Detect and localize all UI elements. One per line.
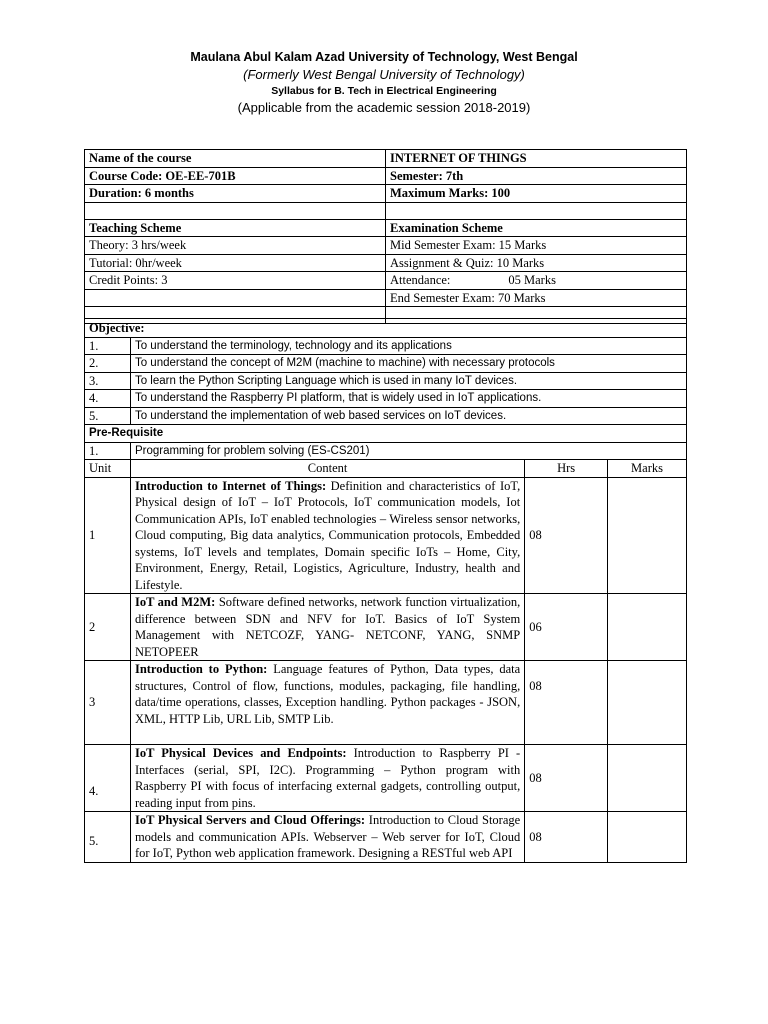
unit-title: Introduction to Internet of Things: (134, 478, 327, 493)
unit-body: Introduction to Raspberry PI - Interfaces (serial, SPI, I2C). Programming – Python program with Raspberry PI with focus of interfacing external gadgets, controlling output, reading input from pins. (134, 746, 521, 810)
spacer-cell (85, 202, 386, 219)
unit-hours: 08 (525, 745, 608, 812)
objective-item: To understand the terminology, technology and its applications (130, 337, 686, 355)
unit-title: IoT Physical Servers and Cloud Offerings: (134, 813, 366, 827)
spacer-cell (85, 289, 386, 307)
syllabus-title: Syllabus for B. Tech in Electrical Engineering (271, 85, 497, 97)
mid-sem-exam: Mid Semester Exam: 15 Marks (386, 237, 687, 255)
unit-marks (608, 661, 687, 745)
unit-row (85, 745, 687, 812)
formerly-line: (Formerly West Bengal University of Technology) (243, 67, 525, 82)
attendance-label: Attendance: (390, 273, 451, 287)
objective-num: 4. (85, 390, 131, 408)
content-header: Content (130, 460, 524, 478)
unit-marks (608, 477, 687, 594)
exam-scheme-title: Examination Scheme (386, 219, 687, 237)
unit-marks (608, 745, 687, 812)
assignment-quiz: Assignment & Quiz: 10 Marks (386, 254, 687, 272)
objective-num: 5. (85, 407, 131, 425)
unit-marks (608, 594, 687, 661)
syllabus-content-table (84, 318, 687, 863)
unit-number: 4. (85, 745, 131, 812)
unit-hours: 06 (525, 594, 608, 661)
objective-item: To understand the Raspberry PI platform, that is widely used in IoT applications. (130, 390, 686, 408)
unit-number: 3 (85, 661, 131, 745)
spacer-cell (386, 202, 687, 219)
marks-header: Marks (608, 460, 687, 478)
tutorial-hours: Tutorial: 0hr/week (85, 254, 386, 272)
prerequisite-title: Pre-Requisite (85, 425, 687, 443)
unit-content (130, 812, 524, 863)
objective-num: 3. (85, 372, 131, 390)
end-sem-exam: End Semester Exam: 70 Marks (386, 289, 687, 307)
course-info-table (84, 149, 687, 324)
course-name-value: INTERNET OF THINGS (386, 150, 687, 168)
unit-content (130, 745, 524, 812)
course-name-label: Name of the course (85, 150, 386, 168)
unit-number: 5. (85, 812, 131, 863)
unit-content (130, 661, 524, 745)
unit-title: IoT and M2M: (134, 595, 216, 609)
objective-item: To understand the implementation of web based services on IoT devices. (130, 407, 686, 425)
unit-content (130, 477, 524, 594)
unit-body: Definition and characteristics of IoT, Physical design of IoT – IoT Protocols, IoT communication models, Iot Communication APIs, IoT enabled technologies – Wireless sensor networks, Cloud computing, Big data analytics, Communication protocols, Embedded systems, IoT levels and templates, Domain specific IoTs – Home, City, Environment, Energy, Retail, Logistics, Agriculture, Industry, health and Lifestyle. (134, 478, 521, 592)
unit-title: Introduction to Python: (134, 662, 268, 676)
applicable-session: (Applicable from the academic session 2018-2019) (237, 100, 531, 115)
unit-header: Unit (85, 460, 131, 478)
unit-row (85, 594, 687, 661)
university-name: Maulana Abul Kalam Azad University of Technology, West Bengal (190, 50, 578, 64)
maximum-marks: Maximum Marks: 100 (386, 185, 687, 203)
attendance (386, 272, 687, 290)
credit-points: Credit Points: 3 (85, 272, 386, 290)
prerequisite-num: 1. (85, 442, 131, 460)
unit-body: Language features of Python, Data types, data structures, Control of flow, functions, modules, packaging, file handling, data/time operations, classes, Exception handling. Python packages - JSON, XML, HTTP Lib, URL Lib, SMTP Lib. (134, 662, 521, 726)
objective-title: Objective: (85, 319, 687, 338)
course-code: Course Code: OE-EE-701B (85, 167, 386, 185)
objective-num: 1. (85, 337, 131, 355)
unit-hours: 08 (525, 477, 608, 594)
unit-body: Software defined networks, network function virtualization, difference between SDN and NFV for IoT. Basics of IoT System Management with NETCOZF, YANG- NETCONF, YANG, SNMP NETOPEER (134, 595, 521, 659)
teaching-scheme-title: Teaching Scheme (85, 219, 386, 237)
duration: Duration: 6 months (85, 185, 386, 203)
unit-row (85, 477, 687, 594)
unit-row (85, 661, 687, 745)
attendance-value: 05 Marks (508, 273, 556, 287)
unit-number: 2 (85, 594, 131, 661)
unit-number: 1 (85, 477, 131, 594)
unit-title: IoT Physical Devices and Endpoints: (134, 746, 347, 760)
semester: Semester: 7th (386, 167, 687, 185)
unit-row (85, 812, 687, 863)
unit-marks (608, 812, 687, 863)
unit-hours: 08 (525, 812, 608, 863)
prerequisite-item: Programming for problem solving (ES-CS201) (130, 442, 686, 460)
objective-item: To understand the concept of M2M (machine to machine) with necessary protocols (130, 355, 686, 373)
theory-hours: Theory: 3 hrs/week (85, 237, 386, 255)
unit-hours: 08 (525, 661, 608, 745)
objective-num: 2. (85, 355, 131, 373)
unit-content (130, 594, 524, 661)
objective-item: To learn the Python Scripting Language which is used in many IoT devices. (130, 372, 686, 390)
hrs-header: Hrs (525, 460, 608, 478)
unit-body: Introduction to Cloud Storage models and communication APIs. Webserver – Web server for IoT, Cloud for IoT, Python web application framework. Designing a RESTful web API (134, 813, 521, 860)
